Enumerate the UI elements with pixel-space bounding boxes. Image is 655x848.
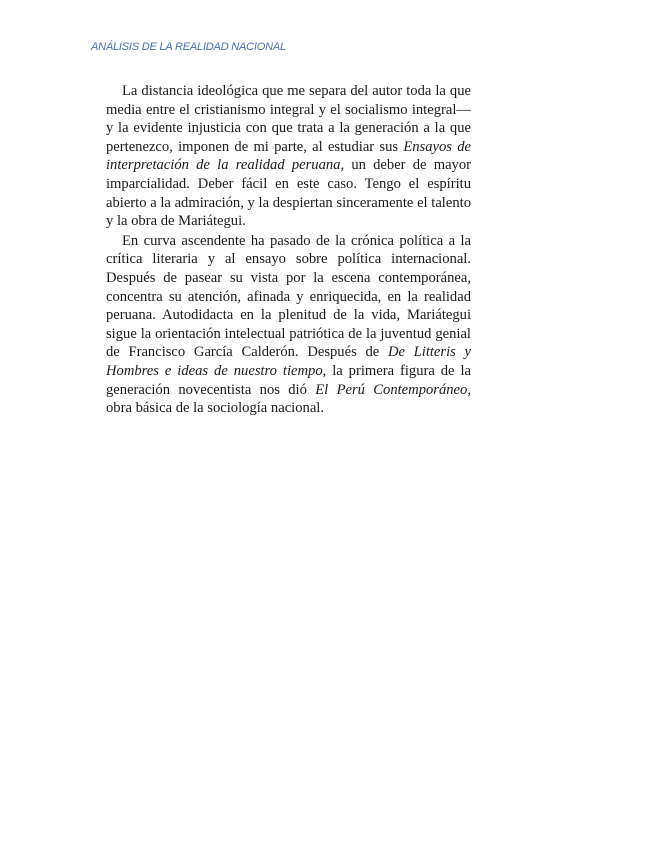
- book-title-ensayos: Ensayos de interpretación de la realidad peruana,: [106, 138, 471, 174]
- book-title-de-litteris: De Litteris y Hombres e ideas de nuestro tiempo: [106, 344, 471, 379]
- paragraph-2-segment-1: En curva ascendente ha pasado de la crónica política a la crítica literaria y al ensayo sobre política internacional. Después de pasear su vista por la escena contemporánea, concentra su atención, afinada y enriquecida, en la realidad peruana. Autodidacta en la plenitud de la vida, Mariátegui sigue la orientación intelectual patriótica de la juventud genial de Francisco García Calderón. Después de: [106, 232, 471, 361]
- paragraph-1: [106, 82, 471, 231]
- paragraph-2-segment-3: , la primera figura de la generación novecentista nos dió: [106, 362, 471, 398]
- book-title-el-peru: El Perú Contemporáneo: [315, 381, 468, 398]
- body-text: [106, 82, 471, 418]
- paragraph-2: [106, 232, 471, 418]
- paragraph-1-segment-3: un deber de mayor imparcialidad. Deber fácil en este caso. Tengo el espíritu abierto a la admiración, y la despiertan sinceramente el talento y la obra de Mariátegui.: [106, 157, 471, 230]
- paragraph-2-segment-5: , obra básica de la sociología nacional.: [106, 381, 471, 417]
- running-header: ANÁLISIS DE LA REALIDAD NACIONAL: [91, 41, 286, 53]
- paragraph-1-segment-1: La distancia ideológica que me separa del autor toda la que media entre el cristianismo integral y el socialismo integral—y la evidente injusticia con que trata a la generación a la que pertenezco, imponen de mi parte, al estudiar sus: [106, 83, 471, 155]
